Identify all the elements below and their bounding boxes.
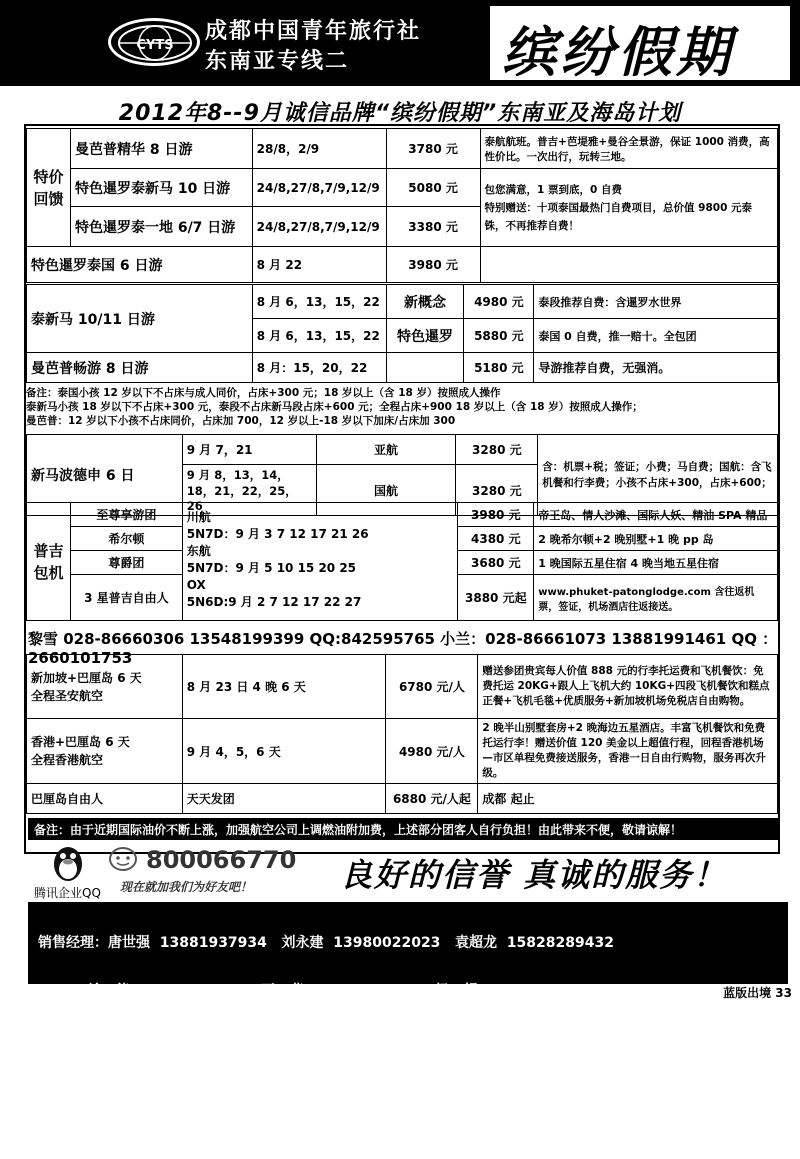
- chat-bubble-icon: [108, 846, 138, 874]
- table-row-name: [27, 719, 183, 784]
- table-row-price: 4980 元: [464, 285, 534, 319]
- table-row-price: 3380 元: [386, 207, 480, 247]
- tour-tag: 特色暹罗: [386, 319, 464, 353]
- qq-number: 800066770: [146, 846, 297, 874]
- table-row-dates: 8 月：15，20，22: [252, 353, 386, 383]
- bali-sub: 全程香港航空: [31, 753, 104, 767]
- table-row-price: 6880 元/人起: [386, 784, 478, 814]
- contact-line: 黎雪 028-86660306 13548199399 QQ:842595765 小兰：028-86661073 13881991461 QQ ：2660101753: [28, 630, 778, 667]
- table-row-note: 2 晚半山别墅套房+2 晚海边五星酒店。丰富飞机餐饮和免费托运行李！赠送价值 120 美金以上超值行程，回程香港机场—市区单程免费接送服务，香港一日自由行购物，服务再次升级。: [478, 719, 778, 784]
- table-row-dates: 9 月 7，21: [182, 435, 316, 465]
- table-row-name: 巴厘岛自由人: [27, 784, 183, 814]
- table-row-name: 特色暹罗泰国 6 日游: [27, 247, 253, 283]
- table-row-name: 特色暹罗泰一地 6/7 日游: [70, 207, 252, 247]
- bali-sub: 全程圣安航空: [31, 688, 104, 703]
- remarks-block: [26, 386, 643, 428]
- table-row-name: 尊爵团: [70, 551, 182, 575]
- brand-box: [490, 6, 790, 84]
- table-row-note: 泰段推荐自费：含暹罗水世界: [534, 285, 778, 319]
- org-name: 成都中国青年旅行社: [205, 19, 422, 44]
- flight-line: OX: [186, 578, 206, 592]
- table-row-price: 3780 元: [386, 129, 480, 169]
- table-row-note: 帝王岛、情人沙滩、国际人妖、精油 SPA 精品: [534, 503, 778, 527]
- footer-line: 兰 倩 13348880047 石 燕 13980477199 杨 娟 18981820306: [38, 983, 595, 999]
- svg-text:CYTS: CYTS: [136, 38, 174, 53]
- table-row-note: 2 晚希尔顿+2 晚别墅+1 晚 pp 岛: [534, 527, 778, 551]
- remark-line: 备注：泰国小孩 12 岁以下不占床与成人同价，占床+300 元；18 岁以上（含 18 岁）按照成人操作: [26, 387, 501, 399]
- footer-line: 公司财务：罗 丽 18908014468 良好信誉 真诚服务！: [38, 1079, 414, 1095]
- table-row-dates: 8 月 6，13，15，22: [252, 285, 386, 319]
- table-row-dates: 9 月 8，13，14，18，21，22，25，26: [182, 465, 316, 516]
- table-row-dates: 24/8,27/8,7/9,12/9: [252, 207, 386, 247]
- table-row-price: 3980 元: [458, 503, 534, 527]
- notice-bar: 备注：由于近期国际油价不断上涨，加强航空公司上调燃油附加费，上述部分团客人自行负担！由此带来不便，敬请谅解！: [28, 818, 780, 840]
- table-row-name: 希尔顿: [70, 527, 182, 551]
- flight-line: 5N6D:9 月 2 7 12 17 22 27: [186, 595, 362, 609]
- line-name: 东南亚专线二: [205, 49, 350, 74]
- company-logo: [108, 18, 200, 66]
- table-row-dates: 8 月 22: [252, 247, 386, 283]
- table-row-note: 含：机票+税；签证；小费；马自费；国航：含飞机餐和行李费；小孩不占床+300，占床+600；: [538, 435, 778, 516]
- table-row-name: 新马波德申 6 日: [27, 435, 183, 516]
- table-row-dates: 8 月 6，13，15，22: [252, 319, 386, 353]
- table-row-name: 曼芭普畅游 8 日游: [27, 353, 253, 383]
- table-row-price: 3880 元起: [458, 575, 534, 621]
- bali-name: 香港+巴厘岛 6 天: [31, 735, 130, 749]
- category-phuket: 普吉包机: [27, 503, 71, 621]
- category-special: 特价回馈: [27, 129, 71, 247]
- shared-note-1: 包您满意，1 票到底，0 自费: [484, 183, 622, 196]
- table-row-price: 6780 元/人: [386, 655, 478, 719]
- flight-line: 5N7D：9 月 5 10 15 20 25: [186, 561, 357, 575]
- flight-schedule: [182, 503, 458, 621]
- phuket-table: [26, 502, 778, 621]
- footer-line: 市局证照（原市政府一办公地） 钟 怡 13880862855 传真：86729279 86677029: [38, 1031, 645, 1047]
- table-row-name: [27, 655, 183, 719]
- table-row-price: 5080 元: [386, 169, 480, 207]
- tour-tag: 新概念: [386, 285, 464, 319]
- table-row-note: www.phuket-patonglodge.com 含往返机票，签证，机场酒店往返接送。: [534, 575, 778, 621]
- table-row-price: 4980 元/人: [386, 719, 478, 784]
- qq-area: [28, 842, 348, 902]
- table-row-note: 泰国 0 自费，推一赔十。全包团: [534, 319, 778, 353]
- globe-icon: [115, 23, 195, 63]
- airline: 亚航: [316, 435, 456, 465]
- flight-line: 5N7D：9 月 3 7 12 17 21 26: [186, 527, 369, 541]
- table-row-name: 3 星普吉自由人: [70, 575, 182, 621]
- table-shared-note: [480, 169, 777, 247]
- table-row-price: 3280 元: [456, 465, 538, 516]
- airline: 国航: [316, 465, 456, 516]
- bali-name: 新加坡+巴厘岛 6 天: [31, 670, 142, 685]
- remark-line: 泰新马小孩 18 岁以下不占床+300 元，泰段不占床新马段占床+600 元；全程占床+900 18 岁以上（含 18 岁）按照成人操作；: [26, 401, 643, 413]
- bali-table: [26, 654, 778, 814]
- shared-note-2: 特别赠送：十项泰国最热门自费项目，总价值 9800 元泰铢，不再推荐自费！: [484, 201, 753, 232]
- page-subtitle: 2012年8--9月诚信品牌“缤纷假期”东南亚及海岛计划: [118, 101, 682, 126]
- table-row-price: 3980 元: [386, 247, 480, 283]
- table-row-dates: 天天发团: [182, 784, 386, 814]
- flight-line: 东航: [186, 544, 211, 558]
- table-row-price: 5180 元: [464, 353, 534, 383]
- table-row-name: 至尊享游团: [70, 503, 182, 527]
- table-row-price: 5880 元: [464, 319, 534, 353]
- qq-slogan: 现在就加我们为好友吧！: [120, 880, 253, 894]
- brand-title: 缤纷假期: [502, 20, 734, 84]
- table-row-price: 3280 元: [456, 435, 538, 465]
- table-row-note: 导游推荐自费，无强消。: [534, 353, 778, 383]
- table-row-name: 泰新马 10/11 日游: [27, 285, 253, 353]
- footer-line: 销售经理：唐世强 13881937934 刘永建 13980022023 袁超龙 15828289432: [38, 935, 614, 951]
- table-row-note: 泰航航班。普吉+芭堤雅+曼谷全景游，保证 1000 消费，高性价比。一次出行，玩转三地。: [480, 129, 777, 169]
- table-row-note: 1 晚国际五星住宿 4 晚当地五星住宿: [534, 551, 778, 575]
- table-row-dates: 24/8,27/8,7/9,12/9: [252, 169, 386, 207]
- footer-line: 负 责 人：姚 娟 13881911240 地址：成都市武侯区洗面桥街 25 号牡丹公寓 602 室: [38, 1127, 613, 1143]
- qq-caption: 腾讯企业QQ: [34, 886, 101, 900]
- table-row-price: 3680 元: [458, 551, 534, 575]
- table-row-dates: 8 月 23 日 4 晚 6 天: [182, 655, 386, 719]
- remark-line: 曼芭普：12 岁以下小孩不占床同价，占床加 700，12 岁以上-18 岁以下加床/占床加 300: [26, 415, 456, 427]
- table-row-note: 成都 起止: [478, 784, 778, 814]
- tsm-table: [26, 284, 778, 383]
- penguin-icon: [46, 844, 90, 884]
- motto: 良好的信誉 真诚的服务！: [340, 856, 728, 894]
- special-offer-table: [26, 128, 778, 283]
- table-row-note: 赠送参团贵宾每人价值 888 元的行李托运费和飞机餐饮：免费托运 20KG+跟人上飞机大约 10KG+四段飞机餐饮和糕点正餐+飞机毛毯+优质服务+新加坡机场免税店自由购物。: [478, 655, 778, 719]
- table-row-name: 曼芭普精华 8 日游: [70, 129, 252, 169]
- table-row-price: 4380 元: [458, 527, 534, 551]
- header-banner: [0, 0, 800, 86]
- table-row-name: 特色暹罗泰新马 10 日游: [70, 169, 252, 207]
- flight-line: 川航: [186, 510, 211, 524]
- table-row-dates: 9 月 4，5，6 天: [182, 719, 386, 784]
- page-number: 蓝版出境 33: [723, 986, 792, 1000]
- table-row-dates: 28/8，2/9: [252, 129, 386, 169]
